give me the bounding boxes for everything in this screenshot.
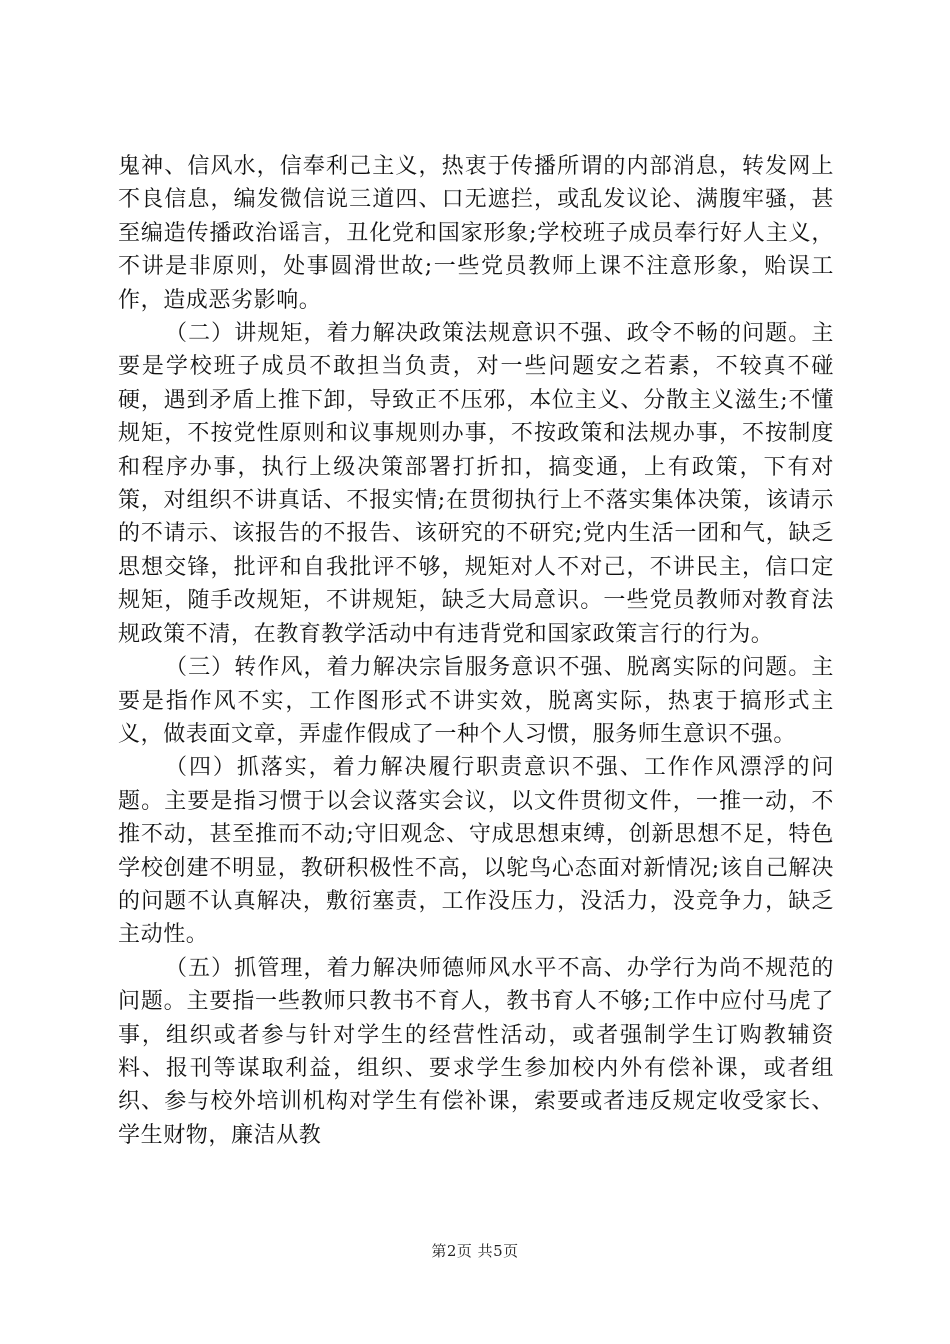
paragraph-section-2: （二）讲规矩，着力解决政策法规意识不强、政令不畅的问题。主要是学校班子成员不敢担当负责，对一些问题安之若素，不较真不碰硬，遇到矛盾上推下卸，导致正不压邪，本位主义、分散主义滋生;不懂规矩，不按党性原则和议事规则办事，不按政策和法规办事，不按制度和程序办事，执行上级决策部署打折扣，搞变通，上有政策，下有对策，对组织不讲真话、不报实情;在贯彻执行上不落实集体决策，该请示的不请示、该报告的不报告、该研究的不研究;党内生活一团和气，缺乏思想交锋，批评和自我批评不够，规矩对人不对己，不讲民主，信口定规矩，随手改规矩，不讲规矩，缺乏大局意识。一些党员教师对教育法规政策不清，在教育教学活动中有违背党和国家政策言行的行为。 bbox=[118, 321, 834, 647]
page-number-footer: 第2页 共5页 bbox=[431, 1242, 519, 1260]
paragraph-section-5: （五）抓管理，着力解决师德师风水平不高、办学行为尚不规范的问题。主要指一些教师只教书不育人，教书育人不够;工作中应付马虎了事，组织或者参与针对学生的经营性活动，或者强制学生订购教辅资料、报刊等谋取利益，组织、要求学生参加校内外有偿补课，或者组织、参与校外培训机构对学生有偿补课，索要或者违反规定收受家长、学生财物，廉洁从教 bbox=[118, 955, 834, 1148]
paragraph-section-4: （四）抓落实，着力解决履行职责意识不强、工作作风漂浮的问题。主要是指习惯于以会议落实会议，以文件贯彻文件，一推一动，不推不动，甚至推而不动;守旧观念、守成思想束缚，创新思想不足，特色学校创建不明显，教研积极性不高，以鸵鸟心态面对新情况;该自己解决的问题不认真解决，敷衍塞责，工作没压力，没活力，没竞争力，缺乏主动性。 bbox=[118, 755, 834, 948]
document-body bbox=[118, 150, 834, 1152]
paragraph-continuation: 鬼神、信风水，信奉利己主义，热衷于传播所谓的内部消息，转发网上不良信息，编发微信说三道四、口无遮拦，或乱发议论、满腹牢骚，甚至编造传播政治谣言，丑化党和国家形象;学校班子成员奉行好人主义，不讲是非原则，处事圆滑世故;一些党员教师上课不注意形象，贻误工作，造成恶劣影响。 bbox=[118, 154, 834, 313]
paragraph-section-3: （三）转作风，着力解决宗旨服务意识不强、脱离实际的问题。主要是指作风不实，工作图形式不讲实效，脱离实际，热衷于搞形式主义，做表面文章，弄虚作假成了一种个人习惯，服务师生意识不强。 bbox=[118, 655, 834, 747]
